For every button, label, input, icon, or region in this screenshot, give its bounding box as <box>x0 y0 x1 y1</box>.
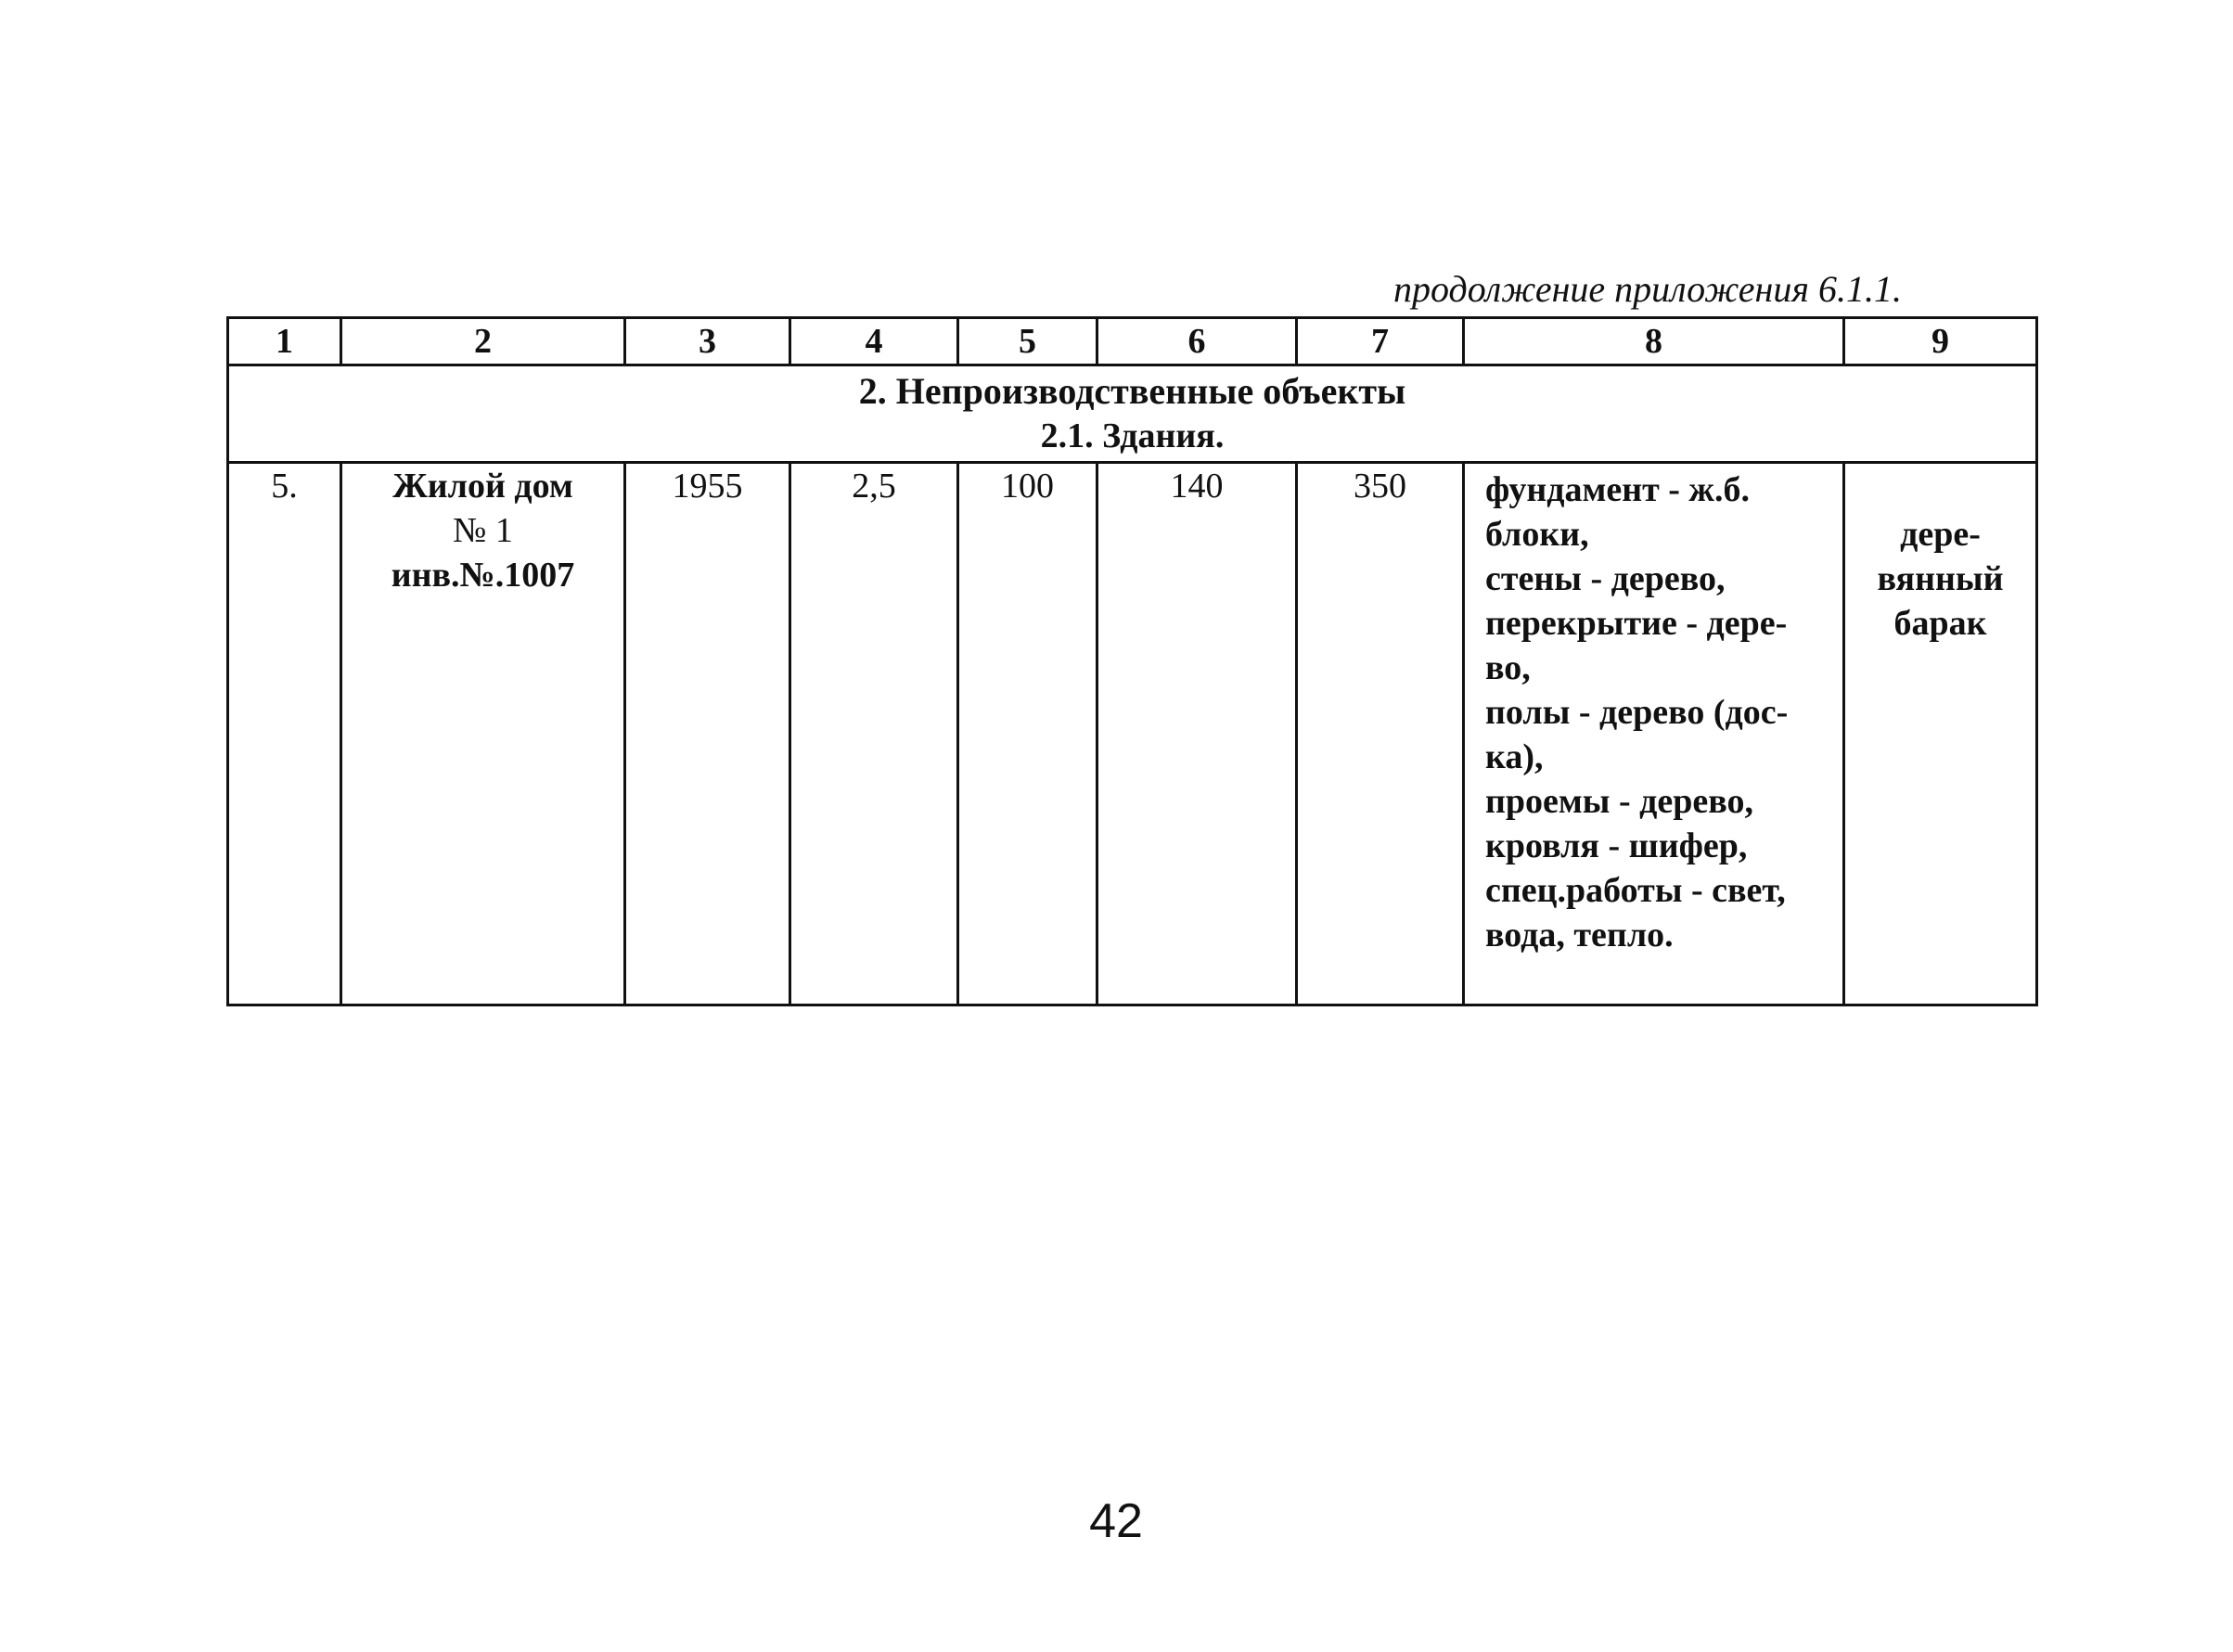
description-line: полы - дерево (дос- <box>1485 693 1789 732</box>
section-title: 2. Непроизводственные объекты <box>858 370 1406 412</box>
section-heading <box>228 365 2037 463</box>
table-row <box>228 463 2037 1005</box>
description-line: блоки, <box>1485 515 1589 554</box>
description-line: кровля - шифер, <box>1485 826 1748 865</box>
description-line: стены - дерево, <box>1485 559 1726 598</box>
column-number-5: 5 <box>958 318 1097 365</box>
description-line: перекрытие - дере- <box>1485 604 1788 643</box>
note-line: барак <box>1893 604 1987 643</box>
construction-description <box>1464 463 1844 1005</box>
column-numbers-row <box>228 318 2037 365</box>
year-built: 1955 <box>625 463 790 1005</box>
column-number-3: 3 <box>625 318 790 365</box>
row-number: 5. <box>228 463 341 1005</box>
description-line: ка), <box>1485 737 1544 776</box>
column-number-7: 7 <box>1297 318 1464 365</box>
description-line: проемы - дерево, <box>1485 782 1753 821</box>
object-name <box>341 463 625 1005</box>
object-name-line: инв.№.1007 <box>391 556 575 595</box>
objects-table <box>226 316 2038 1006</box>
column-number-4: 4 <box>790 318 958 365</box>
cell-col-4: 2,5 <box>790 463 958 1005</box>
section-row <box>228 365 2037 463</box>
appendix-caption: продолжение приложения 6.1.1. <box>1393 268 1902 310</box>
note-line: вянный <box>1877 559 2004 598</box>
description-line: во, <box>1485 648 1531 687</box>
column-number-2: 2 <box>341 318 625 365</box>
note-cell <box>1844 463 2037 1005</box>
description-line: вода, тепло. <box>1485 916 1674 954</box>
description-line: спец.работы - свет, <box>1485 871 1786 910</box>
note-line: дере- <box>1900 515 1981 554</box>
object-name-line: Жилой дом <box>392 467 573 506</box>
description-line: фундамент - ж.б. <box>1485 470 1750 509</box>
page-number: 42 <box>1089 1494 1143 1548</box>
object-name-line: № 1 <box>453 511 513 550</box>
column-number-6: 6 <box>1097 318 1297 365</box>
column-number-8: 8 <box>1464 318 1844 365</box>
cell-col-6: 140 <box>1097 463 1297 1005</box>
column-number-1: 1 <box>228 318 341 365</box>
section-subtitle: 2.1. Здания. <box>1040 416 1225 455</box>
cell-col-7: 350 <box>1297 463 1464 1005</box>
cell-col-5: 100 <box>958 463 1097 1005</box>
column-number-9: 9 <box>1844 318 2037 365</box>
